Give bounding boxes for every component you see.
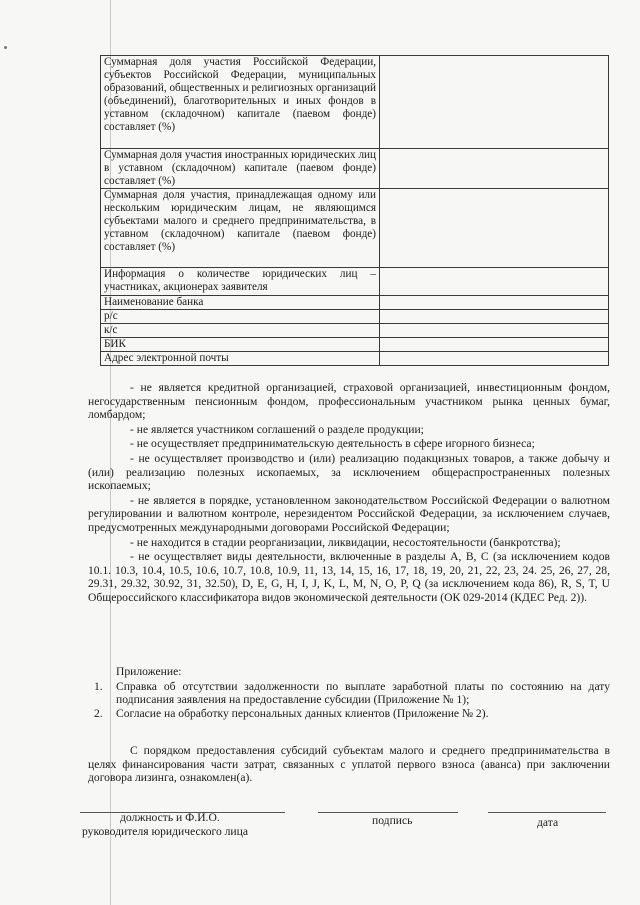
appendix-item-number: 2. — [94, 706, 103, 720]
applicant-info-table — [100, 55, 609, 366]
row-label-corr-account: к/с — [101, 324, 380, 338]
row-value-shareholders[interactable] — [380, 268, 609, 296]
table-row — [101, 296, 609, 310]
appendix-item-number: 1. — [94, 679, 103, 693]
sign-line — [318, 812, 458, 813]
condition-item: - не является участником соглашений о разделе продукции; — [130, 422, 424, 436]
appendix-title: Приложение: — [116, 665, 182, 678]
row-value-state-share[interactable] — [380, 56, 609, 149]
table-row — [101, 324, 609, 338]
appendix-section — [88, 665, 610, 720]
position-label-line1: должность и Ф.И.О. — [120, 811, 220, 824]
acknowledgement-text: С порядком предоставления субсидий субъектам малого и среднего предпринимательства в целях финансирования части затрат, связанных с уплатой первого взноса (аванса) при заключении договора лизинга, ознакомлен(а). — [88, 744, 610, 785]
row-label-state-share: Суммарная доля участия Российской Федерации, субъектов Российской Федерации, муниципальных образований, общественных и религиозных организаций (объединений), благотворительных и иных фондов в уставном (складочном) капитале (паевом фонде) составляет (%) — [101, 56, 380, 149]
row-label-account: р/с — [101, 310, 380, 324]
row-label-bank-name: Наименование банка — [101, 296, 380, 310]
table-row — [101, 268, 609, 296]
condition-item: - не осуществляет производство и (или) реализацию подакцизных товаров, а также добычу и (или) реализацию полезных ископаемых, за исключением общераспространенных полезных ископаемых; — [88, 451, 610, 493]
row-value-bik[interactable] — [380, 338, 609, 352]
appendix-list — [88, 680, 610, 721]
condition-item: - не является в порядке, установленном законодательством Российской Федерации о валютном регулировании и валютном контроле, нерезидентом Российской Федерации, за исключением случаев, предусмотренных международными договорами Российской Федерации; — [88, 493, 610, 534]
row-value-foreign-share[interactable] — [380, 149, 609, 189]
table-row — [101, 149, 609, 189]
appendix-item — [88, 707, 610, 721]
row-label-email: Адрес электронной почты — [101, 352, 380, 366]
row-label-shareholders: Информация о количестве юридических лиц –участниках, акционерах заявителя — [101, 268, 380, 296]
appendix-item-text: Согласие на обработку персональных данных клиентов (Приложение № 2). — [116, 706, 489, 720]
row-value-email[interactable] — [380, 352, 609, 366]
table-row — [101, 310, 609, 324]
appendix-item-text: Справка об отсутствии задолженности по выплате заработной платы по состоянию на дату подписания заявления на предоставление субсидии (Приложение № 1); — [116, 679, 610, 707]
date-line — [488, 812, 606, 813]
condition-item: - не находится в стадии реорганизации, ликвидации, несостоятельности (банкротства); — [130, 535, 561, 549]
table-row — [101, 338, 609, 352]
table-row — [101, 56, 609, 149]
signature-label: подпись — [372, 814, 413, 827]
appendix-item — [88, 680, 610, 707]
scan-dot — [4, 46, 7, 49]
row-label-non-sme-share: Суммарная доля участия, принадлежащая одному или нескольким юридическим лицам, не являющимся субъектами малого и среднего предпринимательства, в уставном (складочном) капитале (паевом фонде) составляет (%) — [101, 189, 380, 268]
eligibility-conditions — [88, 381, 610, 605]
condition-item: - не осуществляет виды деятельности, включенные в разделы A, B, C (за исключением кодов 10.1. 10.3, 10.4, 10.5, 10.6, 10.7, 10.8, 10.9, 11, 13, 14, 15, 16, 17, 18, 19, 20, 21, 22, 23, 24. 25, 26, 27, 28, 29.31, 29.32, 30.92, 31, 32.50), D, E, G, H, I, J, K, L, M, N, O, P, Q (за исключением кода 86), R, S, T, U Общероссийского классификатора видов экономической деятельности (ОК 029-2014 (КДЕС Ред. 2)). — [88, 550, 610, 604]
row-value-corr-account[interactable] — [380, 324, 609, 338]
table-row — [101, 189, 609, 268]
row-value-account[interactable] — [380, 310, 609, 324]
date-label: дата — [537, 816, 559, 829]
row-value-non-sme-share[interactable] — [380, 189, 609, 268]
position-label-line2: руководителя юридического лица — [82, 825, 248, 838]
row-label-foreign-share: Суммарная доля участия иностранных юридических лиц в уставном (складочном) капитале (паевом фонде) составляет (%) — [101, 149, 380, 189]
row-label-bik: БИК — [101, 338, 380, 352]
row-value-bank-name[interactable] — [380, 296, 609, 310]
condition-item: - не осуществляет предпринимательскую деятельность в сфере игорного бизнеса; — [130, 437, 535, 451]
table-row — [101, 352, 609, 366]
condition-item: - не является кредитной организацией, страховой организацией, инвестиционным фондом, негосударственным пенсионным фондом, профессиональным участником рынка ценных бумаг, ломбардом; — [88, 381, 610, 422]
